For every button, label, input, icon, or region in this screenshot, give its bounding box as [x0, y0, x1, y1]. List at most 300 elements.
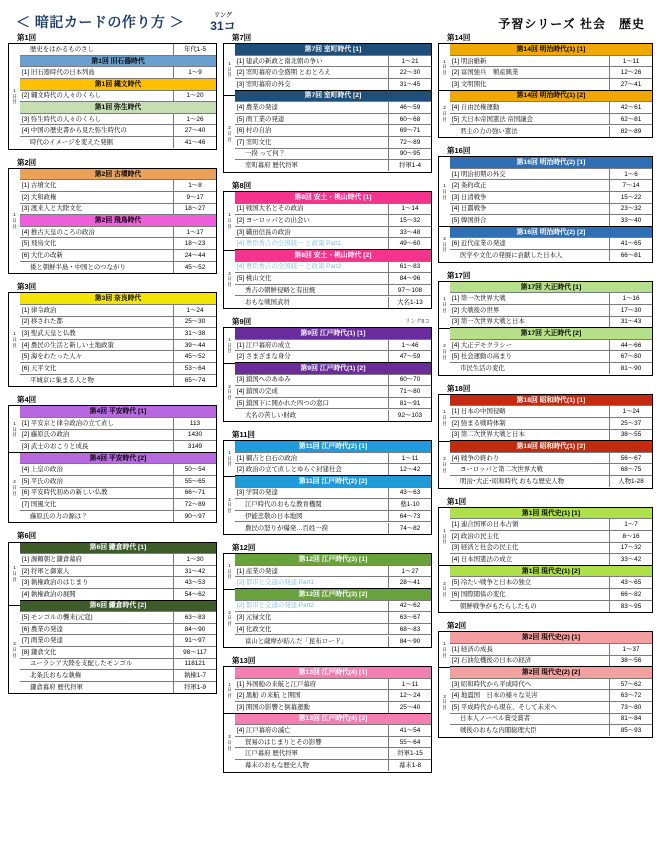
topic-title: 一揆 って何？ — [245, 150, 286, 158]
card-number-range: 33〜42 — [609, 554, 652, 565]
era-header-row — [235, 192, 431, 204]
row-list — [20, 169, 216, 273]
topic-title: [1] 明治初期の外交 — [452, 170, 506, 178]
topic-title: [2] さまざまな身分 — [237, 353, 291, 361]
day-marker — [224, 96, 235, 172]
card-number-range: 1〜16 — [609, 293, 652, 304]
card-number-range: 38〜55 — [609, 429, 652, 440]
card-number-range: 1〜37 — [609, 644, 652, 655]
era-header-row — [450, 282, 652, 294]
topic-title: ヨーロッパと第二次世界大戦 — [460, 466, 543, 474]
day-marker-column — [224, 328, 235, 421]
page-header — [0, 0, 661, 34]
table-row — [20, 577, 216, 589]
topic-title: [3] 学問の発達 — [237, 489, 278, 497]
era-title: 第12回 江戸時代(3) [2] — [298, 590, 368, 598]
table-row — [235, 160, 431, 172]
table-row — [235, 79, 431, 91]
era-header-row — [20, 169, 216, 181]
card-number-range: 63〜72 — [609, 690, 652, 701]
card-number-range: 69〜71 — [388, 125, 431, 136]
table-row — [235, 125, 431, 137]
lesson-table — [438, 43, 653, 138]
column-right — [438, 34, 653, 782]
day-marker-char: 1 — [228, 449, 231, 455]
day-marker — [439, 668, 450, 737]
table-row — [235, 102, 431, 114]
table-row — [450, 601, 652, 613]
era-header-row — [235, 44, 431, 56]
lesson-block — [8, 159, 217, 275]
card-number-range: 118121 — [173, 658, 216, 669]
table-row — [20, 204, 216, 216]
era-header-row — [20, 56, 216, 68]
topic-title: [4] 戦争の終わり — [452, 454, 500, 462]
table-row — [450, 690, 652, 702]
era-header-row — [450, 667, 652, 679]
card-number-range: 92〜103 — [388, 410, 431, 421]
card-number-range: 81〜84 — [609, 713, 652, 724]
day-marker-char: 日 — [442, 188, 447, 194]
topic-title: 時代のイメージを変えた発掘 — [30, 139, 113, 147]
table-row — [20, 125, 216, 137]
topic-title: [2] 移された都 — [22, 318, 63, 326]
page-title: ＜ 暗記カードの作り方 ＞ — [16, 14, 185, 30]
topic-title: [3] 弥生時代の人々のくらし — [22, 115, 102, 123]
topic-title: [2] 縄文時代の人々のくらし — [22, 92, 102, 100]
topic-title: [3] 執権政治のはじまり — [22, 579, 89, 587]
day-marker-char: 1 — [443, 641, 446, 647]
day-marker-char: 目 — [227, 693, 232, 699]
row-list — [450, 282, 652, 375]
table-row — [235, 273, 431, 285]
topic-title: [6] 国際関係の変化 — [452, 590, 506, 598]
table-row — [235, 227, 431, 239]
row-list — [20, 543, 216, 694]
day-marker-column — [439, 632, 450, 736]
card-number-range: 67〜80 — [609, 351, 652, 362]
lesson-label: 第13回 — [232, 655, 256, 665]
day-marker — [224, 714, 235, 771]
card-number-range: 54〜62 — [173, 589, 216, 600]
era-title: 第1回 弥生時代 — [94, 104, 142, 112]
topic-title: [5] 桃山文化 — [237, 274, 272, 282]
table-row — [20, 67, 216, 79]
day-marker-char: 2 — [443, 235, 446, 241]
table-row — [450, 351, 652, 363]
card-number-range: 12〜42 — [388, 464, 431, 475]
table-row — [450, 125, 652, 137]
table-row — [450, 679, 652, 691]
era-title: 第17回 大正時代 [2] — [520, 330, 582, 338]
day-marker — [439, 227, 450, 261]
card-number-range: 98〜117 — [173, 647, 216, 658]
topic-title: [7] 国風文化 — [22, 500, 57, 508]
day-marker — [439, 329, 450, 375]
table-row — [450, 554, 652, 566]
day-marker-char: 1 — [228, 562, 231, 568]
day-marker-char: 2 — [13, 479, 16, 485]
card-number-range: 25〜30 — [173, 316, 216, 327]
card-number-range: 31〜43 — [609, 316, 652, 327]
day-marker-char: 1 — [443, 58, 446, 64]
lesson-block — [438, 498, 653, 614]
card-number-range: 50〜54 — [173, 464, 216, 475]
table-row — [235, 238, 431, 250]
day-marker-char: 2 — [443, 580, 446, 586]
era-header-row — [235, 589, 431, 601]
table-row — [235, 262, 431, 274]
day-marker-char: 日 — [442, 414, 447, 420]
card-number-range: 43〜65 — [609, 577, 652, 588]
topic-title: [2] 室町幕府の全盛期 とおとろえ — [237, 69, 331, 77]
era-title: 第12回 江戸時代(3) [1] — [298, 556, 368, 564]
day-marker-column — [439, 395, 450, 488]
ring-caption: リング — [214, 13, 232, 19]
card-number-range: 63〜67 — [388, 612, 431, 623]
day-marker — [224, 554, 235, 589]
topic-title: [2] 将軍と御家人 — [22, 567, 70, 575]
day-marker-column — [439, 508, 450, 612]
card-number-range: 42〜61 — [609, 102, 652, 113]
day-marker-char: 日 — [442, 699, 447, 705]
era-header-row — [20, 543, 216, 555]
table-row — [20, 340, 216, 352]
lesson-label: 第1回 — [17, 33, 37, 42]
card-number-range: 年代1-5 — [173, 44, 216, 55]
day-marker-char: 目 — [12, 490, 17, 496]
topic-title: 貿易のはじまりとその影響 — [245, 738, 322, 746]
card-number-range: 22〜30 — [388, 67, 431, 78]
card-number-range: 1〜7 — [609, 519, 652, 530]
day-marker — [439, 282, 450, 329]
table-row — [235, 453, 431, 465]
table-row — [235, 464, 431, 476]
column-middle — [223, 34, 432, 782]
table-row — [20, 589, 216, 601]
card-number-range: 18〜27 — [173, 203, 216, 214]
card-number-range: 27〜40 — [173, 125, 216, 136]
topic-title: [2] 大戦後の世界 — [452, 306, 500, 314]
table-row — [450, 305, 652, 317]
card-number-range: 9〜17 — [173, 192, 216, 203]
topic-title: [4] 執権政治の展開 — [22, 590, 76, 598]
topic-title: [5] 商工業の発達 — [237, 115, 285, 123]
card-number-range: 1〜11 — [388, 679, 431, 690]
topic-title: [1] 江戸幕府の成立 — [237, 341, 291, 349]
topic-title: [5] 平成時代から現在、そして未来へ — [452, 703, 557, 711]
table-row — [235, 351, 431, 363]
day-marker-char: 目 — [442, 592, 447, 598]
era-header-row — [450, 632, 652, 644]
table-row — [450, 114, 652, 126]
table-row — [450, 169, 652, 181]
day-marker-char: 日 — [12, 426, 17, 432]
lesson-block — [223, 657, 432, 773]
lesson-label: 第6回 — [17, 531, 37, 541]
era-header-row — [20, 79, 216, 91]
table-row — [235, 204, 431, 216]
day-marker-char: 1 — [228, 212, 231, 218]
table-row — [450, 67, 652, 79]
era-header-row — [235, 441, 431, 453]
card-number-range: 31〜38 — [173, 328, 216, 339]
topic-title: [4] 江戸幕府の滅亡 — [237, 726, 291, 734]
row-list — [20, 293, 216, 386]
day-marker-char: 目 — [442, 70, 447, 76]
topic-title: [3] 第一次世界大戦と日本 — [452, 318, 525, 326]
topic-title: [5] モンゴルの襲来(元寇) — [22, 613, 93, 621]
card-number-range: 1430 — [173, 429, 216, 440]
card-number-range: 1〜26 — [173, 114, 216, 125]
day-marker — [439, 395, 450, 442]
lesson-table — [223, 43, 432, 173]
card-number-range: 38〜56 — [609, 655, 652, 666]
row-list — [235, 441, 431, 534]
lesson-table — [8, 542, 217, 695]
lesson-label: 第2回 — [447, 621, 467, 631]
day-marker-column — [224, 441, 235, 534]
table-row — [20, 250, 216, 262]
card-number-range: 1〜11 — [609, 56, 652, 67]
topic-title: [6] 大化の改新 — [22, 251, 63, 259]
day-marker-char: 日 — [227, 217, 232, 223]
table-row — [235, 409, 431, 421]
day-marker-char: 目 — [227, 621, 232, 627]
day-marker-char: 日 — [227, 342, 232, 348]
lesson-block — [223, 34, 432, 173]
day-marker-char: 目 — [227, 348, 232, 354]
table-row — [235, 137, 431, 149]
day-marker-column — [9, 543, 20, 694]
day-marker-char: 目 — [12, 223, 17, 229]
topic-title: 江戸時代のおもな教育機関 — [245, 500, 322, 508]
topic-title: [1] 平安京と律令政治の立て直し — [22, 419, 114, 427]
table-row — [450, 577, 652, 589]
topic-title: [4] 化政文化 — [237, 625, 272, 633]
table-row — [20, 91, 216, 103]
era-title: 第4回 平安時代 [1] — [89, 408, 147, 416]
card-number-range: 72〜89 — [173, 499, 216, 510]
day-marker-char: 日 — [227, 276, 232, 282]
topic-title: [2] 富国強兵 殖産興業 — [452, 69, 519, 77]
table-row — [20, 624, 216, 636]
day-marker-column — [9, 293, 20, 386]
day-marker-char: 目 — [227, 223, 232, 229]
card-number-range: 17〜32 — [609, 542, 652, 553]
day-marker-char: 日 — [12, 570, 17, 576]
card-number-range: 1〜24 — [173, 305, 216, 316]
card-number-range: 74〜82 — [388, 523, 431, 534]
era-title: 第9回 江戸時代(1) [2] — [300, 364, 366, 372]
day-marker-char: 日 — [12, 336, 17, 342]
card-number-range: 47〜59 — [388, 351, 431, 362]
topic-title: [1] 連合国軍の日本占領 — [452, 521, 519, 529]
series-subject-title: 予習シリーズ 社会 歴史 — [498, 17, 645, 31]
topic-title: [2] 強まる戦時体制 — [452, 419, 506, 427]
era-title: 第6回 鎌倉時代 [2] — [89, 602, 147, 610]
table-row — [450, 589, 652, 601]
topic-title: 大名の苦しい財政 — [245, 411, 297, 419]
card-number-range: 41〜54 — [388, 725, 431, 736]
day-marker-char: 1 — [443, 296, 446, 302]
topic-title: [1] 外国船の来航と江戸幕府 — [237, 680, 317, 688]
row-list — [450, 44, 652, 137]
topic-title: [1] 源頼朝と鎌倉幕府 — [22, 556, 83, 564]
lesson-label: 第2回 — [17, 157, 37, 167]
lesson-label: 第3回 — [17, 282, 37, 292]
topic-title: [4] 日露戦争 — [452, 205, 487, 213]
lesson-block — [223, 182, 432, 309]
table-row — [450, 430, 652, 442]
day-marker-char: 日 — [442, 586, 447, 592]
era-header-row — [20, 406, 216, 418]
lesson-ring-note: リング8コ — [405, 318, 430, 325]
topic-title: [4] 農業の発達 — [237, 104, 278, 112]
topic-title: 戦後のおもな内閣総理大臣 — [460, 727, 537, 735]
day-marker-char: 1 — [443, 527, 446, 533]
table-row — [20, 554, 216, 566]
table-row — [235, 635, 431, 647]
era-title: 第16回 明治時代(2) [1] — [516, 159, 586, 167]
card-number-range: 63〜83 — [173, 612, 216, 623]
lesson-label: 第9回 リング8コ — [232, 316, 430, 326]
card-number-range: 12〜24 — [388, 690, 431, 701]
topic-title: [6] 近代産業の発達 — [452, 240, 506, 248]
day-marker-char: 目 — [227, 745, 232, 751]
card-number-range: 1〜14 — [388, 203, 431, 214]
table-row — [20, 418, 216, 430]
day-marker-char: 1 — [13, 212, 16, 218]
era-title: 第3回 奈良時代 — [94, 295, 142, 303]
table-row — [20, 238, 216, 250]
topic-title: ユーラシア大陸を支配したモンゴル — [30, 660, 133, 668]
card-number-range: 60〜70 — [388, 374, 431, 385]
table-row — [450, 464, 652, 476]
topic-title: [4] 豊臣秀吉の全国統一 と政策 Part1 — [237, 240, 342, 248]
table-row — [20, 464, 216, 476]
card-number-range: 42〜62 — [388, 600, 431, 611]
day-marker-char: 日 — [227, 568, 232, 574]
card-number-range: 62〜81 — [609, 114, 652, 125]
topic-title: [5] 大日本帝国憲法 帝国議会 — [452, 115, 533, 123]
table-row — [20, 441, 216, 453]
day-marker-column — [439, 282, 450, 375]
card-number-range: 33〜48 — [388, 227, 431, 238]
era-title: 第14回 明治時代(1) [2] — [516, 92, 586, 100]
topic-title: [1] 日本の中国侵略 — [452, 408, 506, 416]
era-title: 第1回 旧石器時代 — [91, 57, 145, 65]
card-number-range: 39〜44 — [173, 340, 216, 351]
era-title: 第1回 縄文時代 — [94, 80, 142, 88]
day-marker-char: 2 — [443, 456, 446, 462]
card-number-range: 1〜24 — [609, 406, 652, 417]
era-title: 第8回 安土・桃山時代 [1] — [294, 193, 372, 201]
topic-title: [4] 大正デモクラシー — [452, 341, 513, 349]
table-row — [20, 192, 216, 204]
day-marker — [439, 442, 450, 488]
row-list — [235, 44, 431, 172]
day-marker-char: 目 — [227, 461, 232, 467]
table-row — [235, 149, 431, 161]
table-row — [235, 702, 431, 714]
topic-title: [4] 上皇の政治 — [22, 466, 63, 474]
day-marker-char: 1 — [13, 420, 16, 426]
topic-title: [4] 農民の生活と新しい土地政策 — [22, 341, 114, 349]
day-marker-char: 目 — [442, 539, 447, 545]
era-header-row — [450, 508, 652, 520]
day-marker-char: 目 — [442, 420, 447, 426]
day-marker-char: 目 — [442, 467, 447, 473]
day-marker — [439, 508, 450, 566]
lesson-table — [8, 168, 217, 274]
card-number-range: 85〜93 — [609, 725, 652, 736]
table-row — [20, 262, 216, 274]
table-row — [235, 499, 431, 511]
day-marker-char: 日 — [12, 218, 17, 224]
topic-title: [1] 律令政治 — [22, 306, 57, 314]
table-row — [450, 644, 652, 656]
era-title: 第4回 平安時代 [2] — [89, 454, 147, 462]
table-row — [20, 488, 216, 500]
day-marker-char: 1 — [228, 60, 231, 66]
topic-title: [3] 鎖国へのあゆみ — [237, 376, 291, 384]
topic-title: [1] 明治維新 — [452, 57, 487, 65]
topic-title: [5] 平氏の政治 — [22, 477, 63, 485]
card-number-range: 1〜8 — [173, 180, 216, 191]
table-row — [20, 635, 216, 647]
topic-title: 市民生活の変化 — [460, 365, 505, 373]
topic-title: 鎌倉幕府 歴代将軍 — [30, 684, 83, 692]
row-list — [20, 406, 216, 522]
row-list — [235, 328, 431, 421]
table-row — [450, 476, 652, 488]
topic-title: [2] 都市と交通の発達 Part1 — [237, 579, 315, 587]
lesson-table — [8, 405, 217, 523]
day-marker-char: 2 — [228, 609, 231, 615]
day-marker-char: 2 — [228, 125, 231, 131]
lesson-table — [8, 43, 217, 149]
lesson-block — [223, 544, 432, 648]
day-marker-char: 日 — [227, 66, 232, 72]
row-list — [450, 508, 652, 612]
card-number-range: 将軍1-4 — [388, 160, 431, 171]
day-marker — [224, 441, 235, 476]
lesson-label: 第18回 — [447, 383, 471, 393]
card-number-range: 81〜90 — [609, 363, 652, 374]
day-marker-char: 目 — [12, 342, 17, 348]
lesson-table — [438, 394, 653, 489]
topic-title: [5] 鎖国下に開かれた四つの窓口 — [237, 399, 329, 407]
table-row — [20, 476, 216, 488]
card-number-range: 46〜59 — [388, 102, 431, 113]
day-marker-column — [9, 406, 20, 522]
day-marker-column — [439, 157, 450, 261]
table-row — [235, 285, 431, 297]
card-number-range: 61〜83 — [388, 261, 431, 272]
card-number-range: 17〜30 — [609, 305, 652, 316]
table-row — [20, 305, 216, 317]
lesson-label: 第16回 — [447, 146, 471, 155]
topic-title: [6] 天平文化 — [22, 364, 57, 372]
lesson-block — [438, 272, 653, 376]
day-marker-char: 2 — [13, 641, 16, 647]
day-marker-char: 1 — [443, 409, 446, 415]
topic-title: [2] ヨーロッパとの出会い — [237, 217, 310, 225]
topic-title: [4] 中国の歴史書から見た弥生時代の — [22, 127, 127, 135]
table-row — [450, 102, 652, 114]
topic-title: [5] 海をわたった人々 — [22, 353, 83, 361]
